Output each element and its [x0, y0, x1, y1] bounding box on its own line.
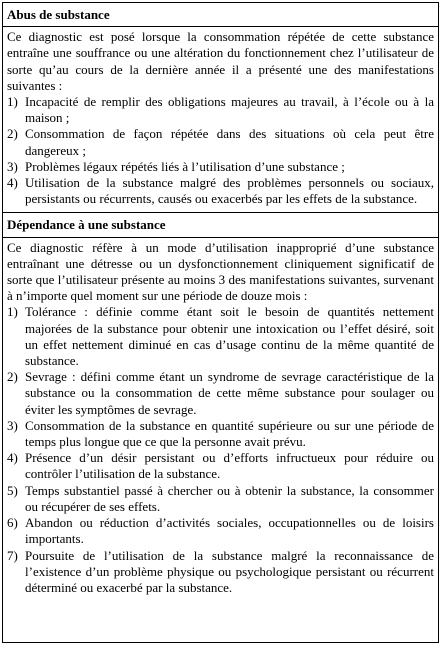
- criterion-number: 7): [7, 547, 18, 563]
- abuse-section: [3, 3, 438, 212]
- criterion-number: 1): [7, 304, 18, 320]
- abuse-heading: Abus de substance: [3, 3, 438, 27]
- criterion-text: Poursuite de l’utilisation de la substance malgré la reconnaissance de l’existence d’un problème physique ou psychologique persistant ou récurrent déterminé ou exacerbé par la substance.: [25, 547, 434, 595]
- criterion-number: 4): [7, 175, 18, 191]
- dependence-heading: Dépendance à une substance: [3, 213, 438, 237]
- abuse-criterion: [7, 159, 434, 175]
- criterion-number: 5): [7, 482, 18, 498]
- dependence-intro: Ce diagnostic réfère à un mode d’utilisation inapproprié d’une substance entraînant une détresse ou un dysfonctionnement cliniquement significatif de sorte que l’utilisateur présente au moins 3 des manifestations suivantes, survenant à n’importe quel moment sur une période de douze mois :: [7, 239, 434, 304]
- criterion-number: 3): [7, 158, 18, 174]
- criterion-number: 2): [7, 369, 18, 385]
- dependence-criterion: [7, 369, 434, 418]
- criterion-text: Tolérance : définie comme étant soit le besoin de quantités nettement majorées de la substance pour obtenir une intoxication ou l’effet désiré, soit un effet nettement diminué en cas d’usage continu de la même quantité de substance.: [25, 304, 434, 369]
- dependence-body: [3, 238, 438, 601]
- dependence-criteria-list: [7, 304, 434, 596]
- criterion-number: 1): [7, 94, 18, 110]
- criterion-text: Présence d’un désir persistant ou d’efforts infructueux pour réduire ou contrôler l’utilisation de la substance.: [25, 450, 434, 482]
- criterion-text: Utilisation de la substance malgré des problèmes personnels ou sociaux, persistants ou récurrents, causés ou exacerbés par les effets de la substance.: [25, 175, 434, 207]
- criterion-number: 2): [7, 126, 18, 142]
- criterion-text: Incapacité de remplir des obligations majeures au travail, à l’école ou à la maison ;: [25, 94, 434, 126]
- abuse-body: [3, 27, 438, 212]
- dependence-criterion: [7, 548, 434, 597]
- criterion-text: Temps substantiel passé à chercher ou à obtenir la substance, la consommer ou récupérer de ses effets.: [25, 482, 434, 514]
- abuse-criterion: [7, 126, 434, 158]
- abuse-criterion: [7, 94, 434, 126]
- dependence-criterion: [7, 483, 434, 515]
- dependence-criterion: [7, 515, 434, 547]
- dependence-criterion: [7, 418, 434, 450]
- criterion-number: 3): [7, 417, 18, 433]
- criterion-number: 4): [7, 450, 18, 466]
- abuse-criteria-list: [7, 94, 434, 207]
- criterion-text: Consommation de façon répétée dans des situations où cela peut être dangereux ;: [25, 126, 434, 158]
- dependence-criterion: [7, 304, 434, 369]
- abuse-criterion: [7, 175, 434, 207]
- criteria-table: [2, 2, 439, 643]
- dependence-section: [3, 212, 438, 601]
- dependence-criterion: [7, 450, 434, 482]
- criterion-text: Sevrage : défini comme étant un syndrome de sevrage caractéristique de la substance ou la consommation de cette même substance pour soulager ou éviter les symptômes de sevrage.: [25, 369, 434, 417]
- criterion-text: Problèmes légaux répétés liés à l’utilisation d’une substance ;: [25, 158, 345, 174]
- criterion-text: Abandon ou réduction d’activités sociales, occupationnelles ou de loisirs importants.: [25, 515, 434, 547]
- criterion-text: Consommation de la substance en quantité supérieure ou sur une période de temps plus longue que ce que la personne avait prévu.: [25, 417, 434, 450]
- abuse-intro: Ce diagnostic est posé lorsque la consommation répétée de cette substance entraîne une souffrance ou une altération du fonctionnement chez l’utilisateur de sorte qu’au cours de la dernière année il a présenté une des manifestations suivantes :: [7, 29, 434, 93]
- criterion-number: 6): [7, 515, 18, 531]
